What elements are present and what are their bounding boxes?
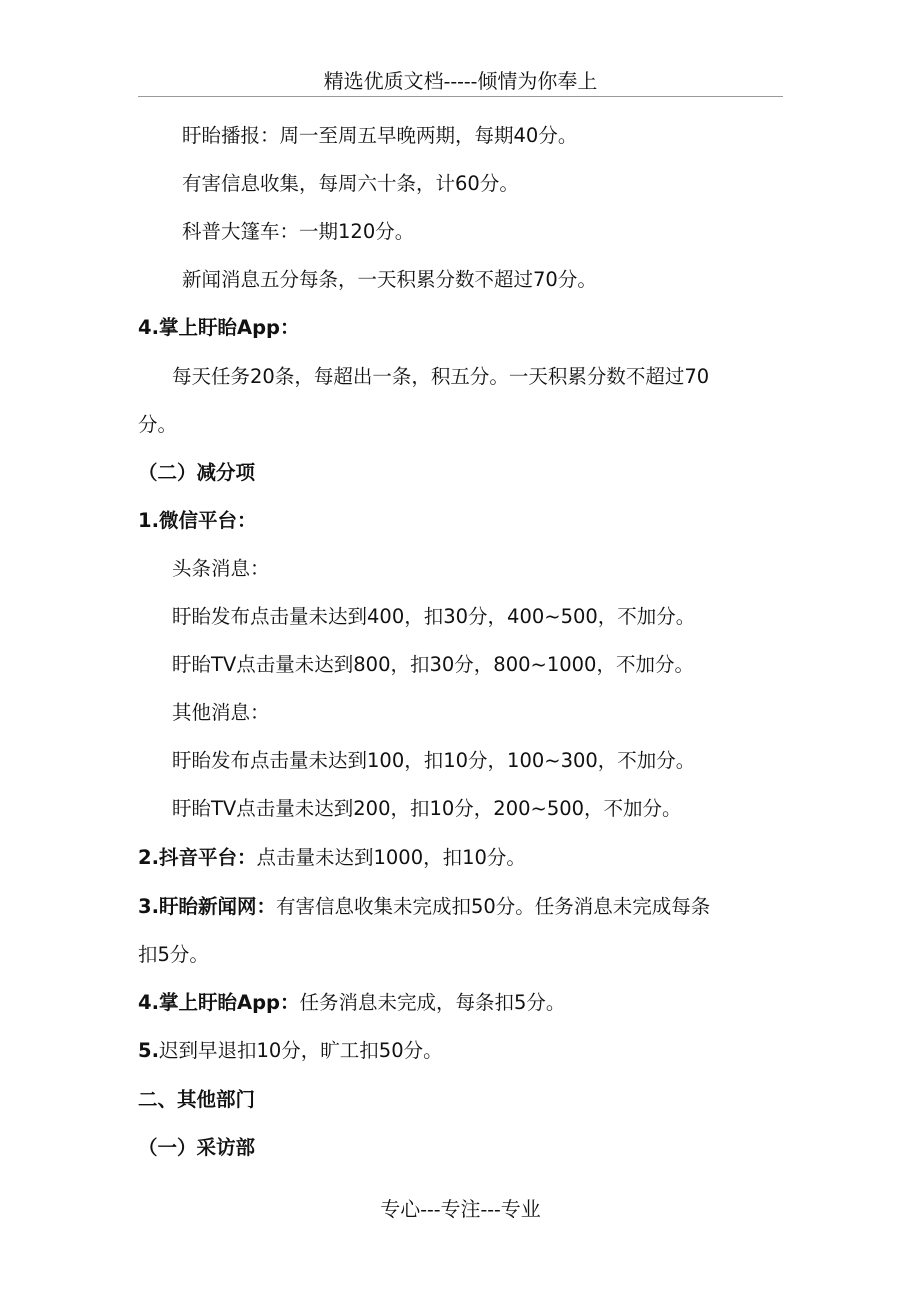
paragraph-app-tasks-line2: 分。 bbox=[138, 413, 178, 436]
attendance-label: 5. bbox=[138, 1039, 159, 1062]
paragraph-science-van: 科普大篷车：一期120分。 bbox=[182, 220, 415, 243]
heading-deductions: （二）减分项 bbox=[138, 461, 256, 484]
paragraph-other-1: 盱眙发布点击量未达到100，扣10分，100~300，不加分。 bbox=[172, 749, 696, 772]
paragraph-app-tasks-line1: 每天任务20条，每超出一条，积五分。一天积累分数不超过70 bbox=[172, 365, 710, 388]
heading-wechat: 1.微信平台： bbox=[138, 509, 257, 532]
paragraph-news-site bbox=[138, 892, 710, 922]
label-other-news: 其他消息： bbox=[172, 701, 270, 724]
douyin-text: 点击量未达到1000，扣10分。 bbox=[256, 846, 526, 869]
news-site-text-line1: 有害信息收集未完成扣50分。任务消息未完成每条 bbox=[275, 895, 711, 918]
paragraph-douyin bbox=[138, 843, 526, 873]
paragraph-headline-2: 盱眙TV点击量未达到800，扣30分，800~1000，不加分。 bbox=[172, 653, 694, 676]
header-divider bbox=[138, 96, 783, 97]
heading-other-departments: 二、其他部门 bbox=[138, 1088, 256, 1111]
page-header: 精选优质文档-----倾情为你奉上 bbox=[323, 69, 598, 93]
news-site-text-line2: 扣5分。 bbox=[138, 943, 209, 966]
paragraph-headline-1: 盱眙发布点击量未达到400，扣30分，400~500，不加分。 bbox=[172, 605, 696, 628]
news-site-label: 3.盱眙新闻网： bbox=[138, 895, 276, 918]
heading-app: 4.掌上盱眙App： bbox=[138, 316, 300, 339]
app-deduction-label: 4.掌上盱眙App： bbox=[138, 991, 300, 1014]
label-headline-news: 头条消息： bbox=[172, 557, 270, 580]
paragraph-attendance bbox=[138, 1036, 443, 1066]
douyin-label: 2.抖音平台： bbox=[138, 846, 257, 869]
paragraph-broadcast: 盱眙播报：周一至周五早晚两期，每期40分。 bbox=[182, 124, 578, 147]
paragraph-app-deduction bbox=[138, 988, 565, 1018]
app-deduction-text: 任务消息未完成，每条扣5分。 bbox=[299, 991, 566, 1014]
paragraph-other-2: 盱眙TV点击量未达到200，扣10分，200~500，不加分。 bbox=[172, 797, 682, 820]
paragraph-news-points: 新闻消息五分每条，一天积累分数不超过70分。 bbox=[182, 268, 597, 291]
attendance-text: 迟到早退扣10分，旷工扣50分。 bbox=[158, 1039, 443, 1062]
heading-interview-dept: （一）采访部 bbox=[138, 1136, 256, 1159]
paragraph-harmful-info: 有害信息收集，每周六十条，计60分。 bbox=[182, 172, 519, 195]
page-footer: 专心---专注---专业 bbox=[380, 1197, 541, 1221]
